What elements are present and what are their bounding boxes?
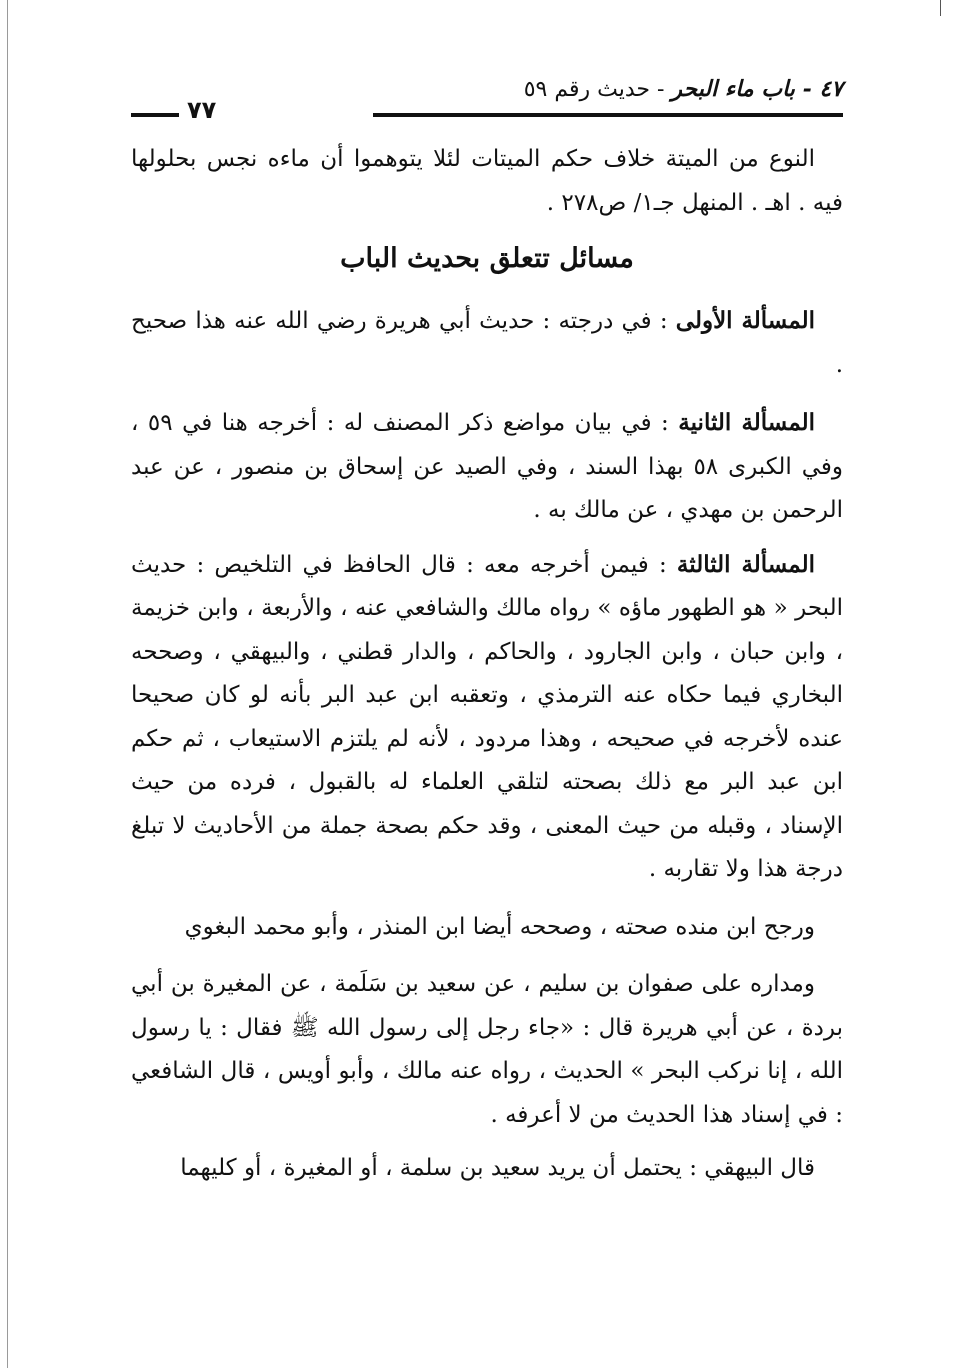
issue-3-paragraph (131, 543, 843, 892)
issue-1-paragraph (131, 299, 843, 387)
page-body (131, 138, 843, 1201)
hadith-number: حديث رقم ٥٩ (523, 77, 650, 102)
issue-3-text: : فيمن أخرجه معه : قال الحافظ في التلخيص : حديث البحر « هو الطهور ماؤه » رواه مالك والشافعي عنه ، والأربعة ، وابن خزيمة ، وابن حبان ، وابن الجارود ، والحاكم ، والدار قطني ، والبيهقي ، وصححه البخاري فيما حكاه عنه الترمذي ، وتعقبه ابن عبد البر بأنه لو كان صحيحا عنده لأخرجه في صحيحه ، وهذا مردود ، لأنه لم يلتزم الاستيعاب ، ثم حكم ابن عبد البر مع ذلك بصحته لتلقي العلماء له بالقبول ، فرده من حيث الإسناد ، وقبله من حيث المعنى ، وقد حكم بصحة جملة من الأحاديث لا تبلغ درجة هذا ولا تقاربه . (131, 551, 843, 882)
body-paragraph-1: ورجح ابن منده صحته ، وصححه أيضا ابن المنذر ، وأبو محمد البغوي (184, 913, 815, 940)
chapter-title: ٤٧ - باب ماء البحر (671, 76, 843, 102)
issue-1-text: : في درجته : حديث أبي هريرة رضي الله عنه هذا صحيح . (131, 308, 843, 378)
running-header-title (524, 76, 843, 102)
section-heading: مسائل تتعلق بحديث الباب (340, 243, 634, 274)
body-paragraph-2: ومداره على صفوان بن سليم ، عن سعيد بن سَلَمة ، عن المغيرة بن أبي بردة ، عن أبي هريرة قال : «جاء رجل إلى رسول الله ﷺ فقال : يا رسول الله ، إنا نركب البحر » الحديث ، رواه عنه مالك ، وأبو أويس ، قال الشافعي : في إسناد هذا الحديث من لا أعرفه . (131, 971, 843, 1128)
scan-mark (940, 0, 941, 16)
header-separator: - (650, 77, 672, 102)
page-number: ٧٧ (187, 96, 217, 124)
header-rule-short (131, 113, 179, 117)
issue-2-label: المسألة الثانية (678, 409, 816, 436)
issue-2-paragraph (131, 401, 843, 533)
body-paragraph-3: قال البيهقي : يحتمل أن يريد سعيد بن سلمة ، أو المغيرة ، أو كليهما (180, 1155, 815, 1181)
issue-3-label: المسألة الثالثة (676, 550, 816, 578)
issue-2-text: : في بيان مواضع ذكر المصنف له : أخرجه هنا في ٥٩ ، وفي الكبرى ٥٨ بهذا السند ، وفي الصيد عن إسحاق بن منصور ، عن عبد الرحمن بن مهدي ، عن مالك به . (131, 410, 843, 523)
page-edge-line (7, 0, 8, 1368)
intro-paragraph: النوع من الميتة خلاف حكم الميتات لئلا يتوهموا أن ماءه نجس بحلولها فيه . اهـ . المنهل جـ١/ ص٢٧٨ . (131, 146, 843, 216)
header-rule (373, 113, 843, 117)
issue-1-label: المسألة الأولى (675, 307, 816, 334)
running-header (131, 72, 843, 124)
